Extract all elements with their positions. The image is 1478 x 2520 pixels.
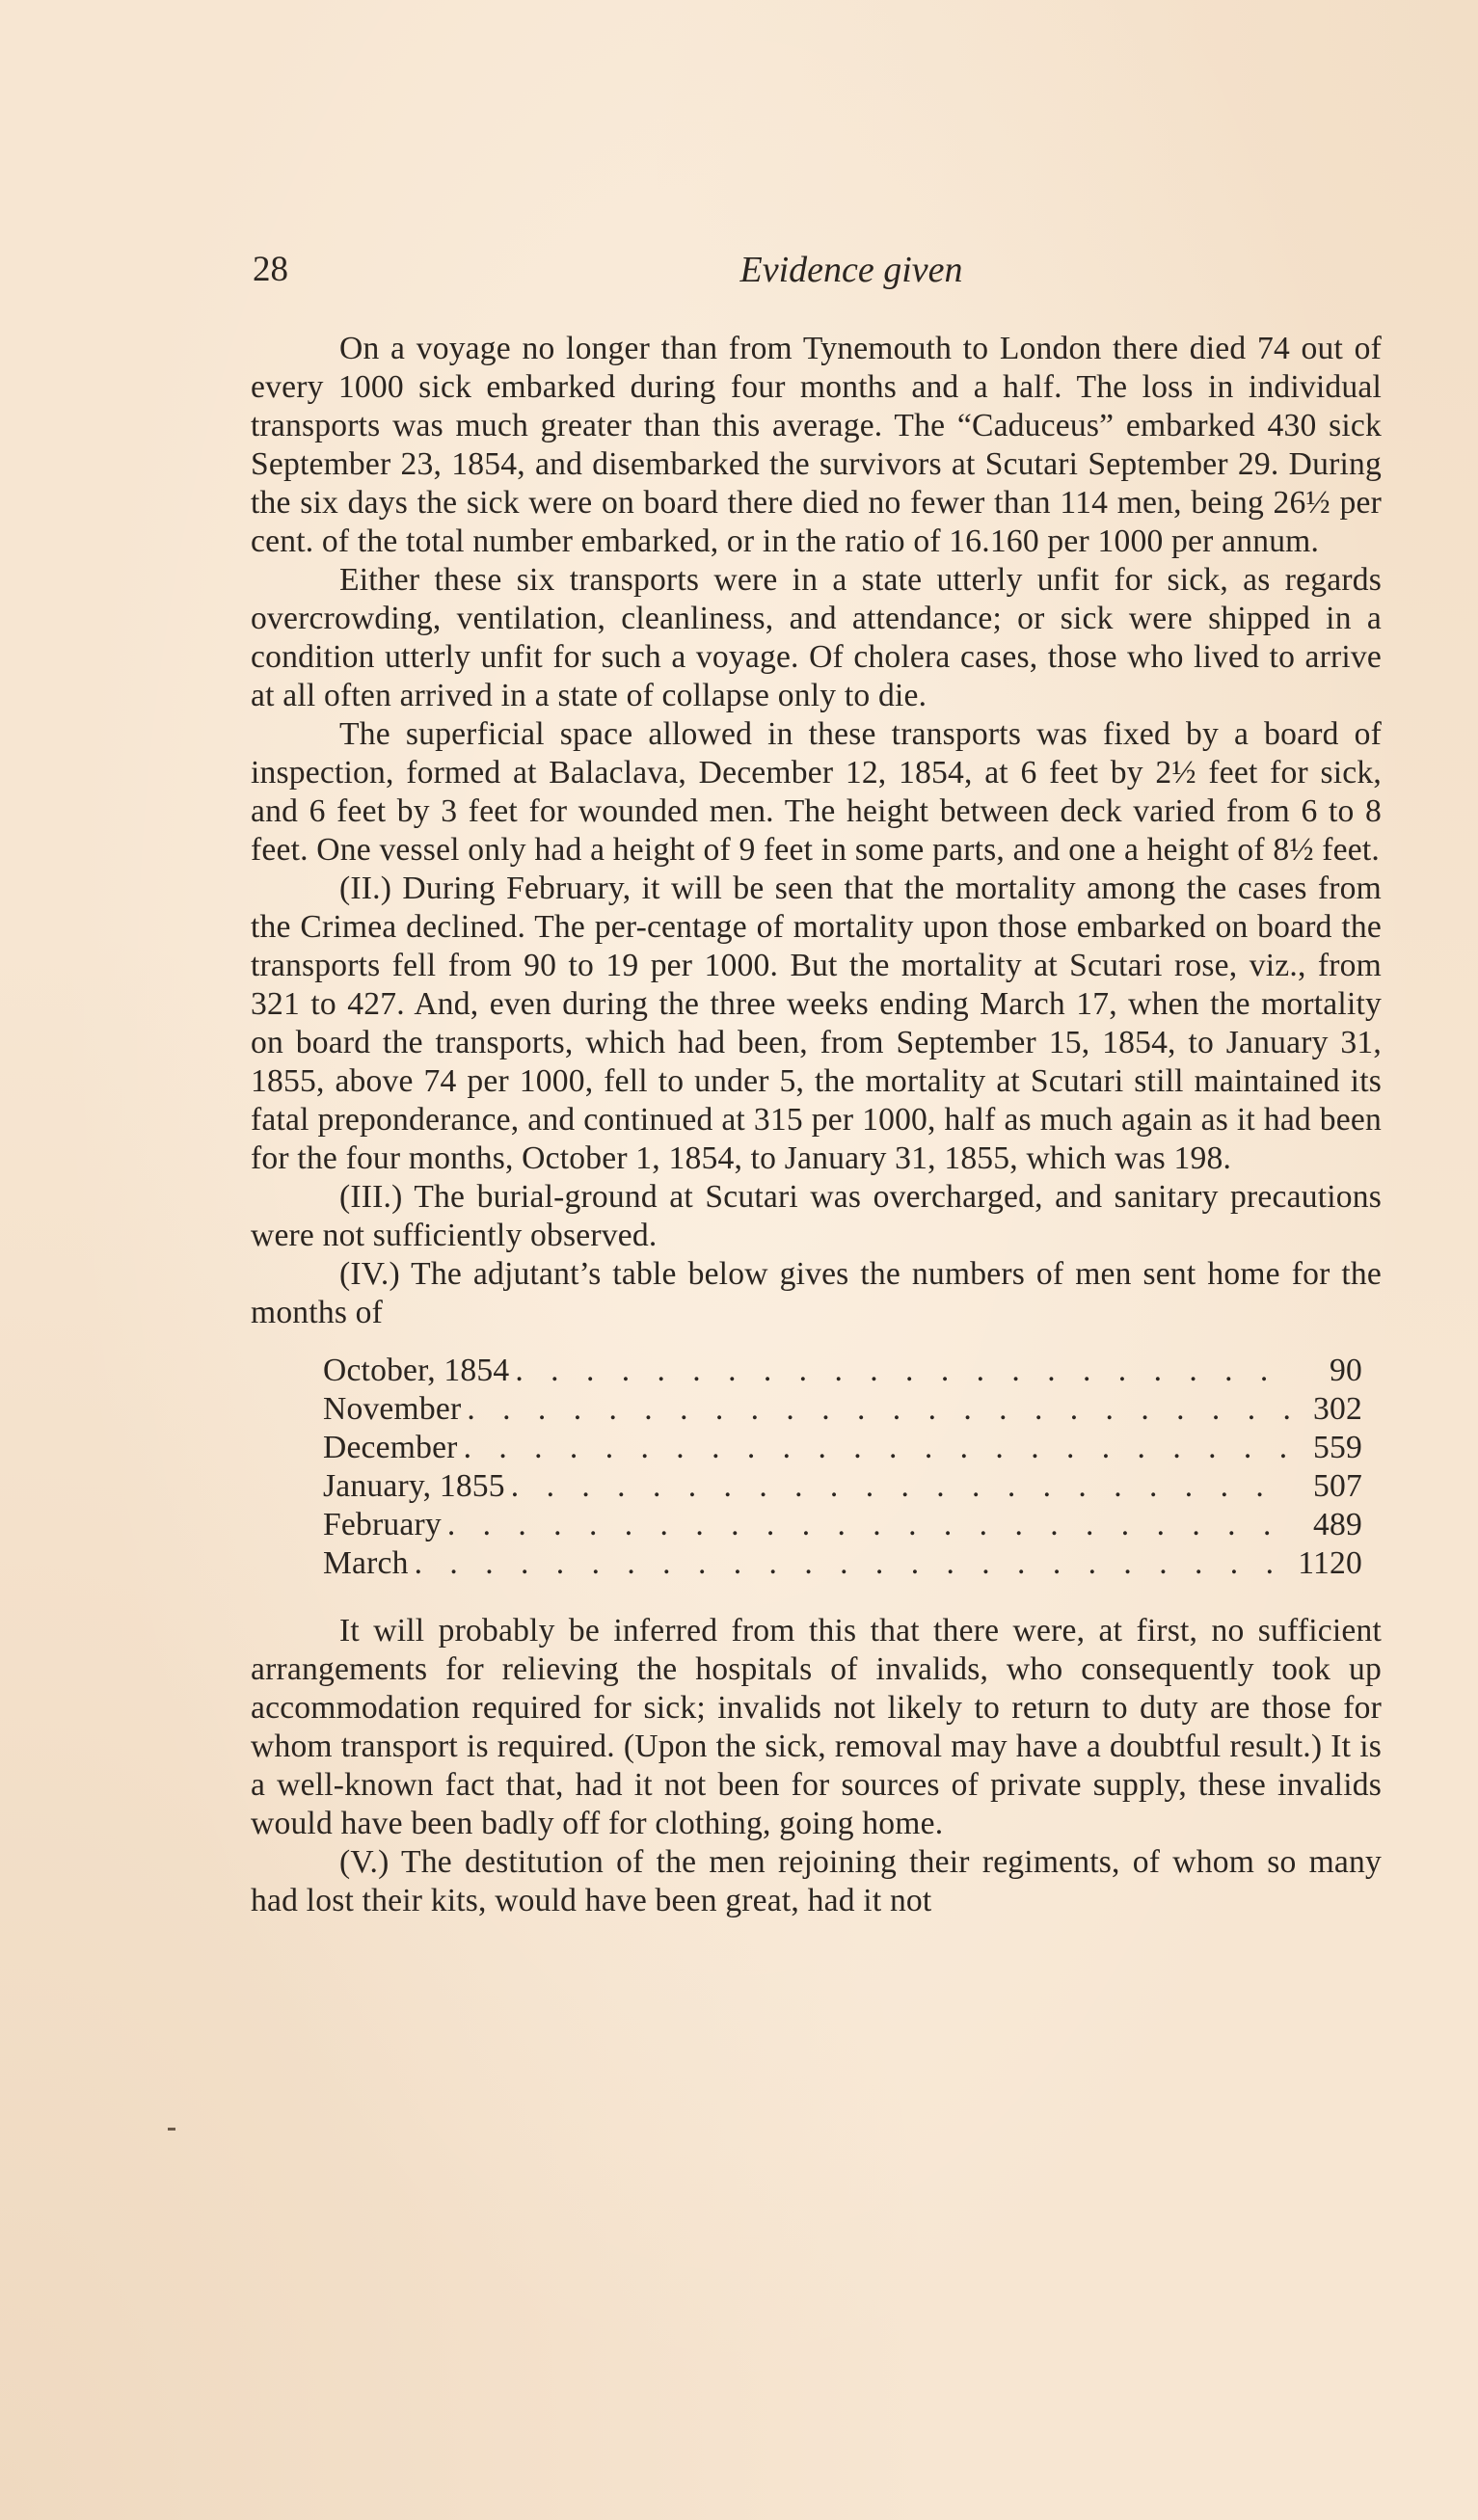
dot-leader bbox=[515, 1352, 1289, 1390]
paragraph-section-ii: (II.) During February, it will be seen that the mortality among the cases from the Crimea declined. The per-centage of mortality upon those embarked on board the transports fell from 90 to 19 per 1000. But the mortality at Scutari rose, viz., from 321 to 427. And, even during the three weeks ending March 17, when the mortality on board the transports, which had been, from September 15, 1854, to January 31, 1855, above 74 per 1000, fell to under 5, the mortality at Scutari still maintained its fatal preponderance, and continued at 315 per 1000, half as much again as it had been for the four months, October 1, 1854, to January 31, 1855, which was 198. bbox=[251, 871, 1382, 1176]
dot-leader bbox=[464, 1429, 1289, 1467]
table-row bbox=[323, 1506, 1362, 1544]
page-body bbox=[251, 330, 1382, 1920]
dot-leader bbox=[415, 1544, 1289, 1583]
paragraph-superficial-space: The superficial space allowed in these transports was fixed by a board of inspection, formed at Balaclava, December 12, 1854, at 6 feet by 2½ feet for sick, and 6 feet by 3 feet for wounded men. The height between deck varied from 6 to 8 feet. One vessel only had a height of 9 feet in some parts, and one a height of 8½ feet. bbox=[251, 716, 1382, 868]
table-value: 559 bbox=[1313, 1430, 1362, 1465]
table-row bbox=[323, 1390, 1362, 1429]
table-value: 302 bbox=[1313, 1391, 1362, 1427]
table-row bbox=[323, 1429, 1362, 1467]
running-title: Evidence given bbox=[739, 250, 963, 290]
table-month: February bbox=[323, 1507, 442, 1542]
table-value: 489 bbox=[1313, 1507, 1362, 1542]
table-value: 1120 bbox=[1298, 1545, 1362, 1581]
dot-leader bbox=[447, 1506, 1289, 1544]
table-month: December bbox=[323, 1430, 458, 1465]
dot-leader bbox=[511, 1467, 1289, 1506]
table-row bbox=[323, 1467, 1362, 1506]
table-value: 90 bbox=[1330, 1353, 1362, 1388]
table-month: November bbox=[323, 1391, 462, 1427]
margin-mark bbox=[168, 2128, 175, 2131]
paragraph-invalids: It will probably be inferred from this that there were, at first, no sufficient arrangements for relieving the hospitals of invalids, who consequently took up accommodation required for sick; invalids not likely to return to duty are those for whom transport is required. (Upon the sick, removal may have a doubtful result.) It is a well-known fact that, had it not been for sources of private supply, these invalids would have been badly off for clothing, going home. bbox=[251, 1613, 1382, 1841]
paragraph-transports-unfit: Either these six transports were in a state utterly unfit for sick, as regards overcrowding, ventilation, cleanliness, and attendance; or sick were shipped in a condition utterly unfit for such a voyage. Of cholera cases, those who lived to arrive at all often arrived in a state of collapse only to die. bbox=[251, 562, 1382, 713]
page-number: 28 bbox=[253, 250, 288, 289]
table-month: March bbox=[323, 1545, 409, 1581]
table-row bbox=[323, 1352, 1362, 1390]
paragraph-section-iv: (IV.) The adjutant’s table below gives the numbers of men sent home for the months of bbox=[251, 1256, 1382, 1330]
men-sent-home-table bbox=[251, 1352, 1382, 1583]
paragraph-section-iii: (III.) The burial-ground at Scutari was overcharged, and sanitary precautions were not sufficiently observed. bbox=[251, 1179, 1382, 1253]
table-value: 507 bbox=[1313, 1468, 1362, 1504]
table-month: October, 1854 bbox=[323, 1353, 510, 1388]
table-row bbox=[323, 1544, 1362, 1583]
paragraph-section-v: (V.) The destitution of the men rejoining their regiments, of whom so many had lost their kits, would have been great, had it not bbox=[251, 1844, 1382, 1918]
table-month: January, 1855 bbox=[323, 1468, 505, 1504]
page-header bbox=[253, 241, 1383, 299]
dot-leader bbox=[467, 1390, 1289, 1429]
paragraph-caduceus: On a voyage no longer than from Tynemouth to London there died 74 out of every 1000 sick embarked during four months and a half. The loss in individual transports was much greater than this average. The “Caduceus” embarked 430 sick September 23, 1854, and disembarked the survivors at Scutari September 29. During the six days the sick were on board there died no fewer than 114 men, being 26½ per cent. of the total number embarked, or in the ratio of 16.160 per 1000 per annum. bbox=[251, 331, 1382, 559]
